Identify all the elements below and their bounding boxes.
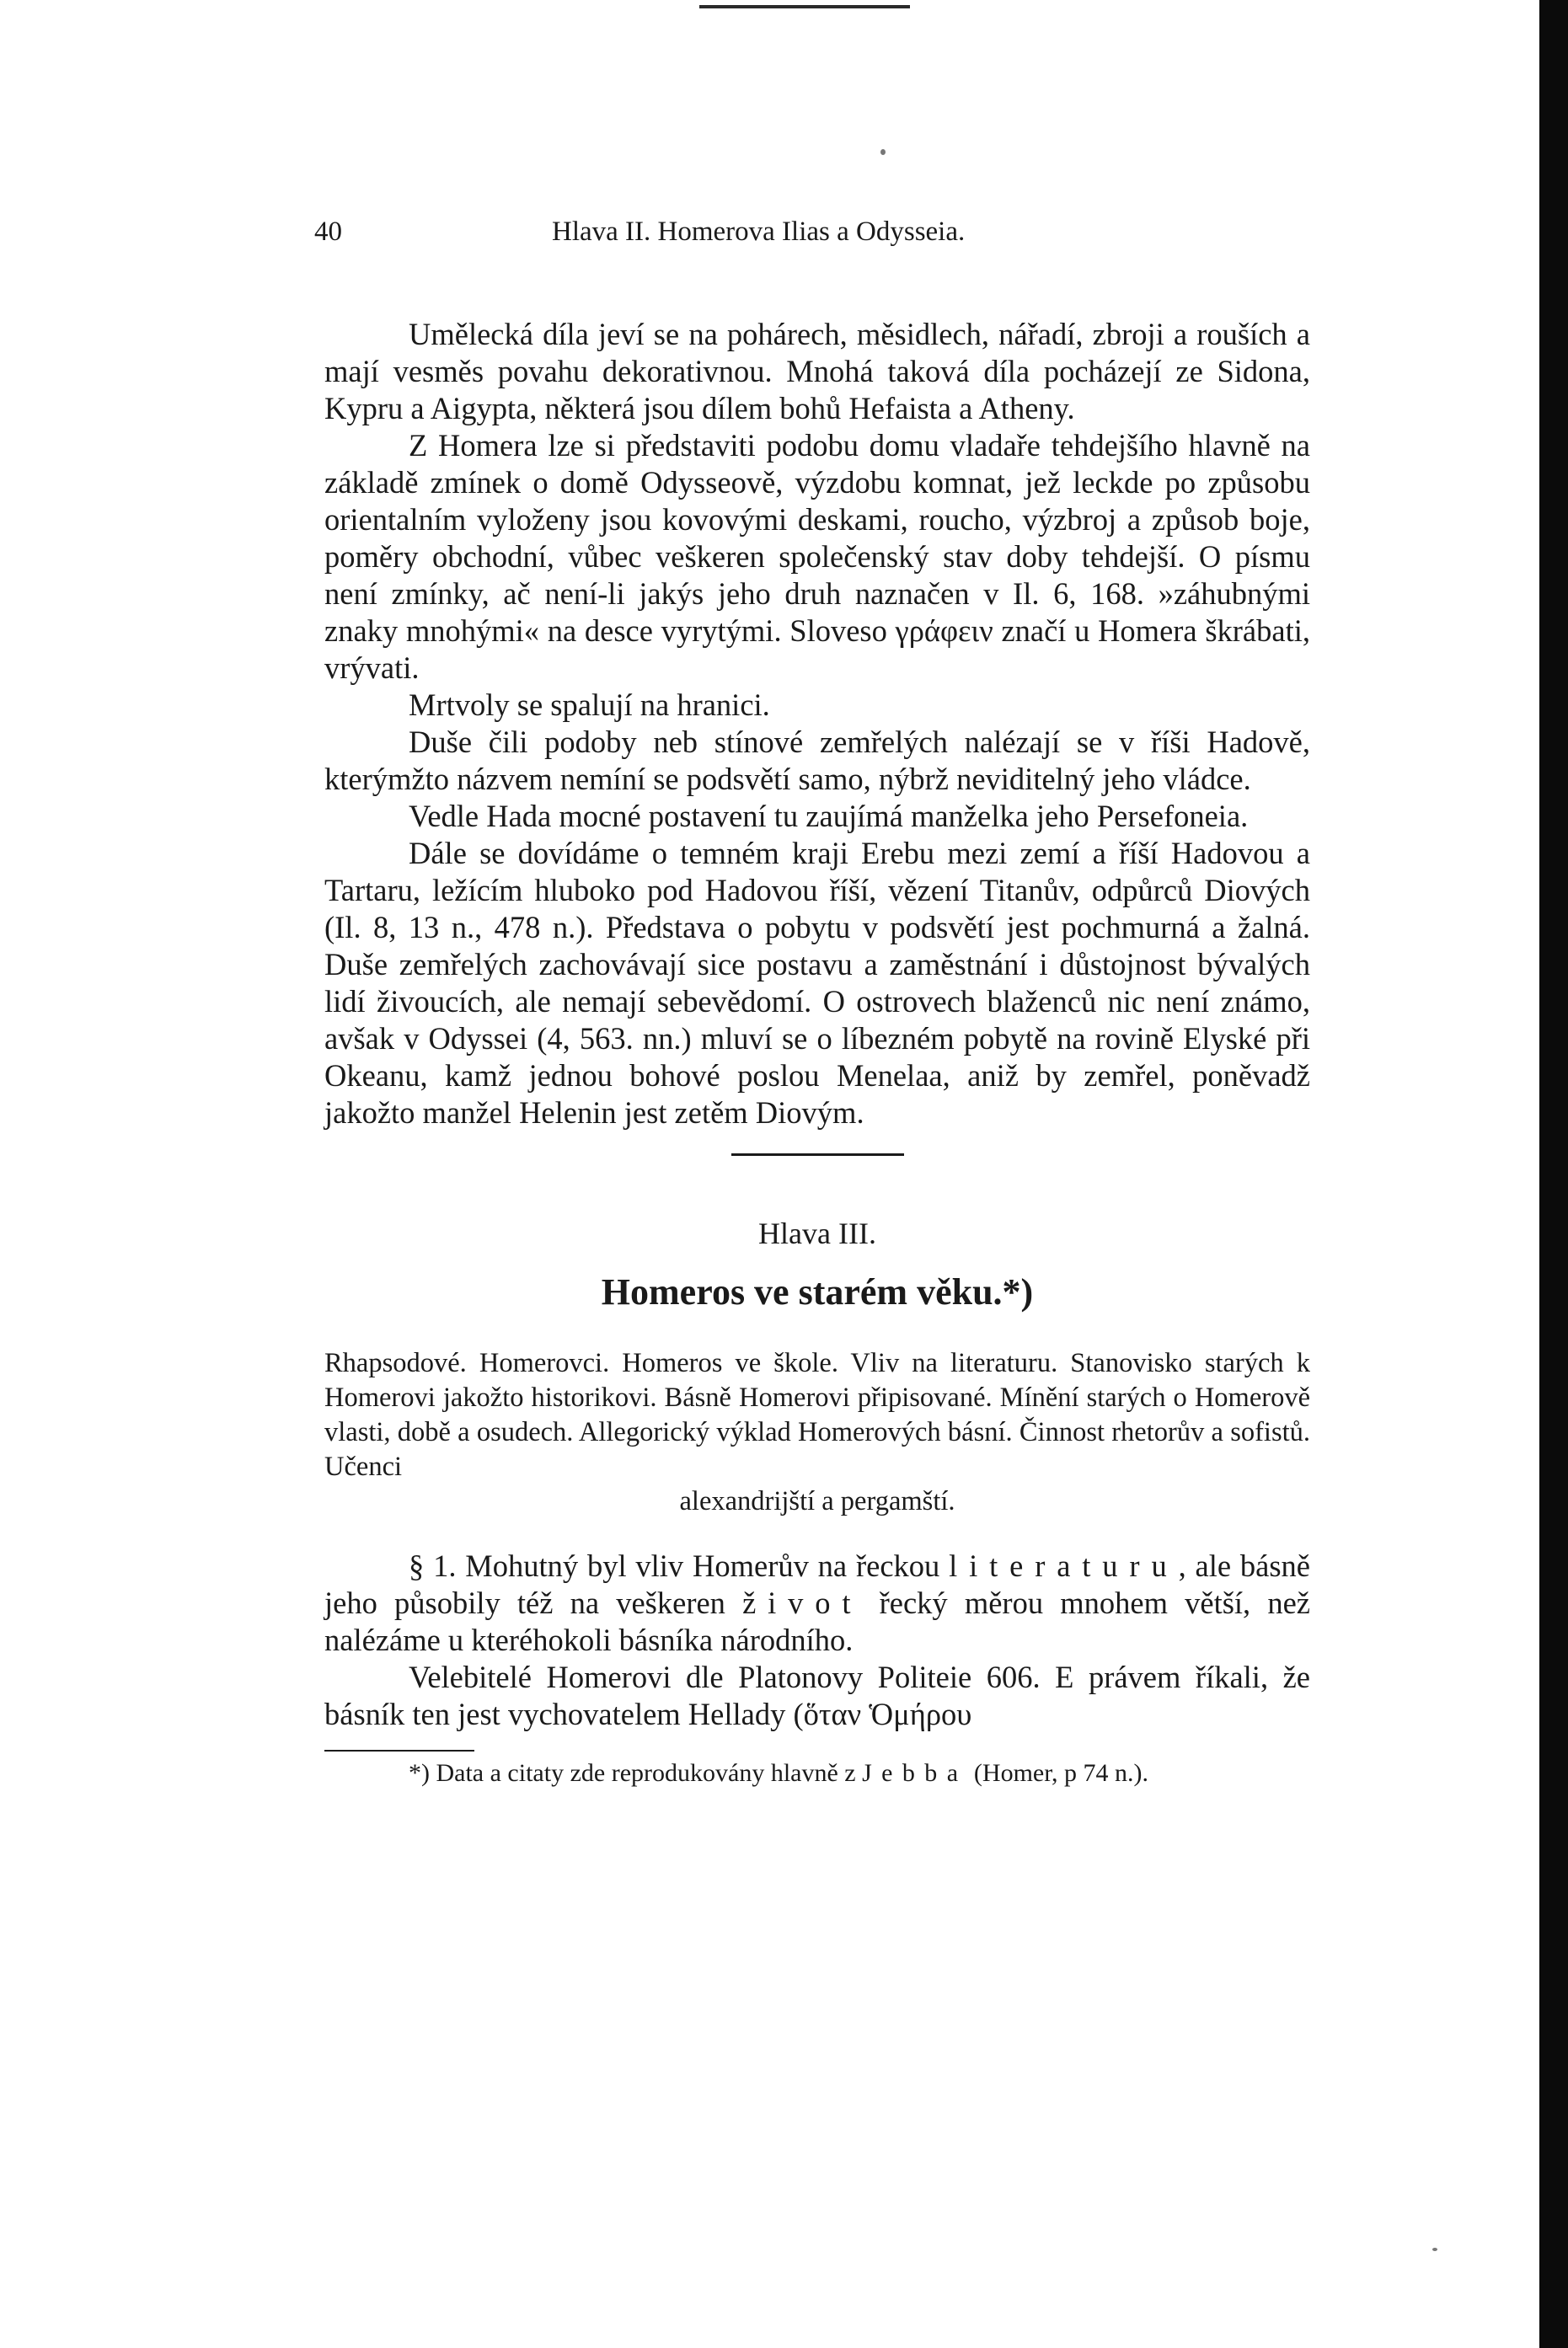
footnote-rule <box>324 1750 474 1752</box>
paragraph: Mrtvoly se spalují na hranici. <box>409 687 770 722</box>
running-head <box>314 211 1310 253</box>
paragraph: Vedle Hada mocné postavení tu zaujímá manželka jeho Persefoneia. <box>409 799 1249 833</box>
footnote <box>324 1757 1310 1790</box>
chapter-label: Hlava III. <box>758 1217 876 1250</box>
section-divider <box>731 1153 904 1156</box>
paragraph: Dále se dovídáme o temném kraji Erebu mezi zemí a říší Hadovou a Tartaru, ležícím hluboko pod Hadovou říší, vězení Titanův, odpůrců Diových (Il. 8, 13 n., 478 n.). Představa o pobytu v podsvětí jest pochmurná a žalná. Duše zemřelých zachovávají sice postavu a zaměstnání i důstojnost bývalých lidí živoucích, ale nemají sebevědomí. O ostrovech blaženců nic není známo, avšak v Odyssei (4, 563. nn.) mluví se o líbezném pobytě na rovině Elyské při Okeanu, kamž jednou bohové poslou Menelaa, aniž by zemřel, poněvadž jakožto manžel Helenin jest zetěm Diovým. <box>324 836 1310 1130</box>
paragraph: Velebitelé Homerovi dle Platonovy Politeie 606. E právem říkali, že básník ten jest vychovatelem Hellady (ὅταν Ὁμήρου <box>324 1660 1310 1731</box>
chapter-synopsis-end: alexandrijští a pergamští. <box>679 1486 955 1516</box>
speck <box>880 149 886 155</box>
section-paragraph <box>324 1548 1310 1659</box>
section-number: § 1. <box>409 1548 457 1583</box>
footnote-text: *) Data a citaty zde reprodukovány hlavně z <box>409 1759 863 1787</box>
speck <box>1432 2248 1437 2251</box>
scan-border <box>1539 0 1568 2348</box>
body-text <box>324 316 1310 1790</box>
emphasis-spaced: literaturu <box>949 1548 1179 1583</box>
emphasis-spaced: Jebba <box>862 1759 968 1787</box>
chapter-synopsis: Rhapsodové. Homerovci. Homeros ve škole. Vliv na literaturu. Stanovisko starých k Homerovi jakožto historikovi. Básně Homerovi připisované. Mínění starých o Homerově vlasti, době a osudech. Allegorický výklad Homerových básní. Činnost rhetorův a sofistů. Učenci <box>324 1348 1310 1482</box>
paragraph: Umělecká díla jeví se na pohárech, měsidlech, nářadí, zbroji a rouších a mají vesměs povahu dekorativnou. Mnohá taková díla pocházejí ze Sidona, Kypru a Aigypta, některá jsou dílem bohů Hefaista a Atheny. <box>324 317 1310 425</box>
running-title: Hlava II. Homerova Ilias a Odysseia. <box>552 217 966 247</box>
section-text: řecký měrou mnohem větší, než nalézáme u kteréhokoli básníka národního. <box>324 1586 1310 1657</box>
page <box>314 211 1310 1816</box>
scan-top-mark <box>699 5 910 8</box>
paragraph: Duše čili podoby neb stínové zemřelých nalézají se v říši Hadově, kterýmžto názvem nemíní se podsvětí samo, nýbrž neviditelný jeho vládce. <box>324 725 1310 796</box>
chapter-title: Homeros ve starém věku.*) <box>601 1271 1034 1313</box>
page-number: 40 <box>314 217 342 247</box>
emphasis-spaced: život <box>742 1586 863 1620</box>
section-text: Mohutný byl vliv Homerův na řeckou <box>456 1548 950 1583</box>
section-text: , ale básně jeho působily též na veškeren <box>324 1548 1310 1620</box>
paragraph: Z Homera lze si představiti podobu domu vladaře tehdejšího hlavně na základě zmínek o domě Odysseově, výzdobu komnat, jež leckde po způsobu orientalním vyloženy jsou kovovými deskami, roucho, výzbroj a způsob boje, poměry obchodní, vůbec veškeren společenský stav doby tehdejší. O písmu není zmínky, ač není-li jakýs jeho druh naznačen v Il. 6, 168. »záhubnými znaky mnohými« na desce vyrytými. Sloveso γράφειν značí u Homera škrábati, vrývati. <box>324 428 1310 685</box>
footnote-text: (Homer, p 74 n.). <box>967 1759 1149 1787</box>
